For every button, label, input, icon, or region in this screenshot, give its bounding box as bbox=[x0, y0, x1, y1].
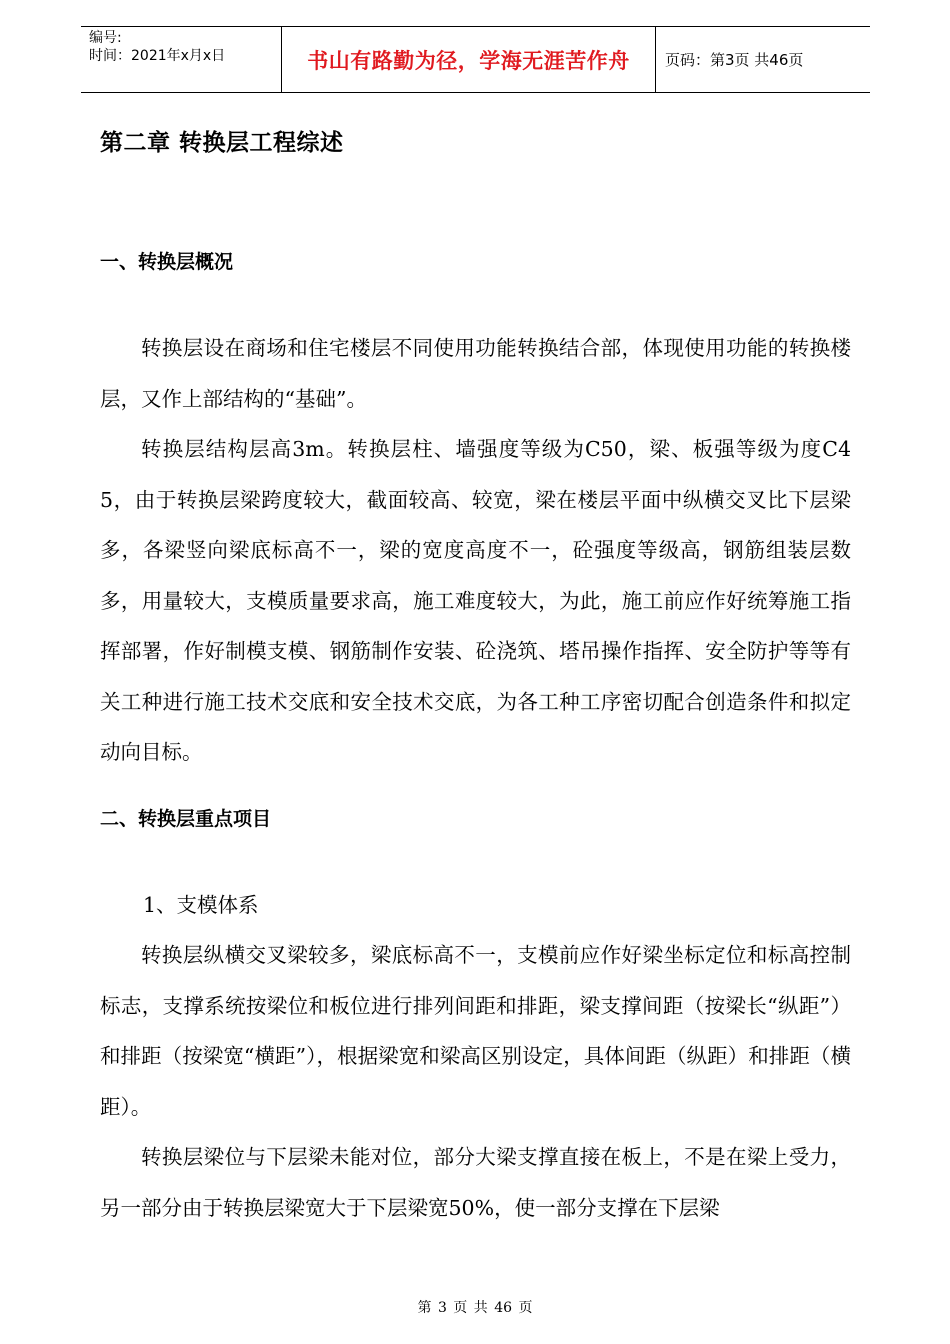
section-title-key-items: 二、转换层重点项目 bbox=[100, 808, 272, 830]
paragraph-overview-2: 转换层结构层高3m。转换层柱、墙强度等级为C50，梁、板强等级为度C45，由于转换层梁跨度较大，截面较高、较宽，梁在楼层平面中纵横交叉比下层梁多，各梁竖向梁底标高不一，梁的宽度高度不一，砼强度等级高，钢筋组装层数多，用量较大，支模质量要求高，施工难度较大，为此，施工前应作好统筹施工指挥部署，作好制模支模、钢筋制作安装、砼浇筑、塔吊操作指挥、安全防护等等有关工种进行施工技术交底和安全技术交底，为各工种工序密切配合创造条件和拟定动向目标。 bbox=[100, 437, 851, 764]
page-header bbox=[81, 26, 870, 93]
section-title-overview: 一、转换层概况 bbox=[100, 251, 234, 273]
subsection-title-formwork: 1、支模体系 bbox=[143, 893, 259, 917]
paragraph-overview-1: 转换层设在商场和住宅楼层不同使用功能转换结合部，体现使用功能的转换楼层，又作上部结构的“基础”。 bbox=[100, 336, 851, 411]
header-motto: 书山有路勤为径，学海无涯苦作舟 bbox=[307, 48, 630, 73]
header-divider bbox=[655, 27, 656, 92]
time-label: 时间：2021年x月x日 bbox=[89, 48, 226, 64]
header-page-label: 页码：第3页 共46页 bbox=[665, 51, 804, 69]
paragraph-formwork-1: 转换层纵横交叉梁较多，梁底标高不一，支模前应作好梁坐标定位和标高控制标志，支撑系统按梁位和板位进行排列间距和排距，梁支撑间距（按梁长“纵距”）和排距（按梁宽“横距”），根据梁宽和梁高区别设定，具体间距（纵距）和排距（横距）。 bbox=[100, 943, 851, 1119]
paragraph-formwork-2: 转换层梁位与下层梁未能对位，部分大梁支撑直接在板上，不是在梁上受力，另一部分由于转换层梁宽大于下层梁宽50%，使一部分支撑在下层梁 bbox=[100, 1145, 851, 1220]
page-footer: 第 3 页 共 46 页 bbox=[417, 1300, 533, 1316]
header-meta bbox=[81, 27, 281, 92]
chapter-title: 第二章 转换层工程综述 bbox=[100, 130, 344, 156]
serial-label: 编号: bbox=[89, 30, 122, 46]
